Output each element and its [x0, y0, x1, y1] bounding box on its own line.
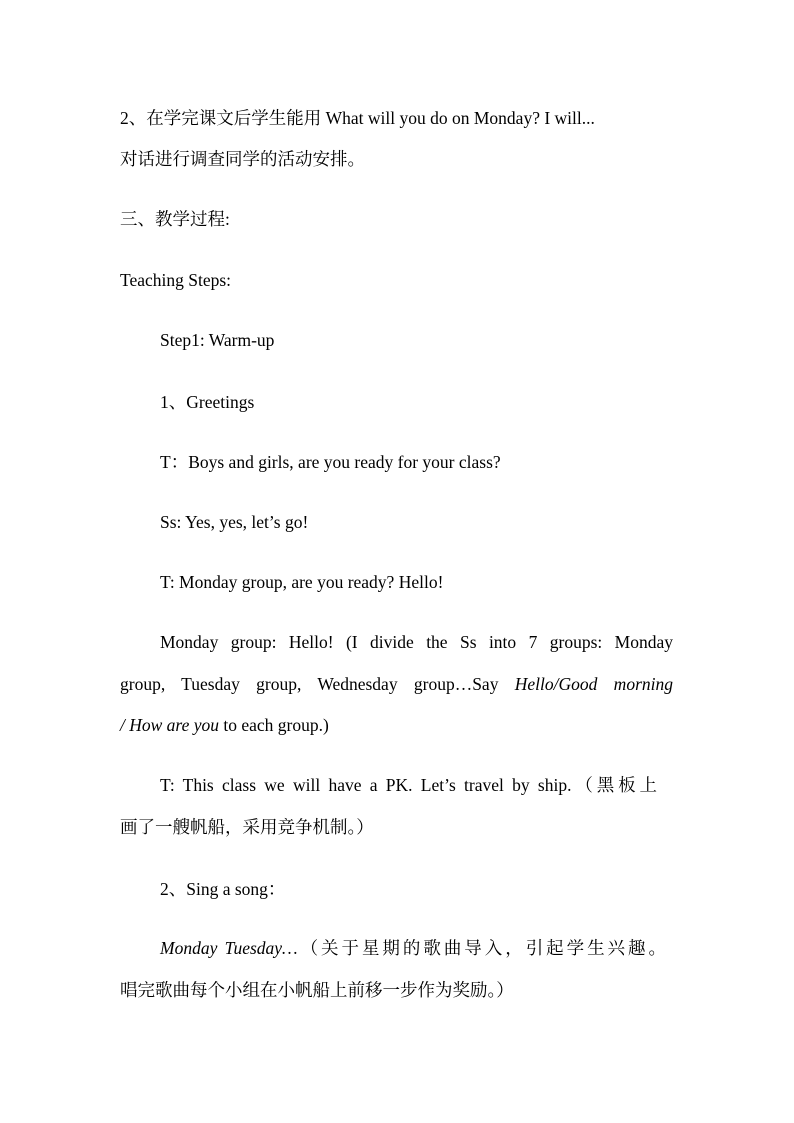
song-line-1: [160, 937, 666, 959]
greeting-phrases: Hello/Good morning: [514, 674, 673, 694]
monday-group-line-3-text: to each group.): [219, 715, 329, 735]
pk-line-2: 画了一艘帆船，采用竞争机制。）: [120, 817, 374, 837]
monday-group-line-2: [120, 673, 673, 695]
section-heading: 三、教学过程:: [120, 209, 230, 229]
sing-song-heading: 2、Sing a song：: [160, 879, 286, 899]
monday-group-line-3: [120, 714, 329, 736]
song-note: （关于星期的歌曲导入，引起学生兴趣。: [297, 938, 666, 958]
objective-2-line-2: 对话进行调查同学的活动安排。: [120, 149, 365, 169]
monday-group-line-1: Monday group: Hello! (I divide the Ss into 7 groups: Monday: [160, 632, 673, 652]
song-line-2: 唱完歌曲每个小组在小帆船上前移一步作为奖励。）: [120, 980, 514, 1000]
how-are-you-phrase: / How are you: [120, 715, 219, 735]
dialogue-teacher-2: T: Monday group, are you ready? Hello!: [160, 572, 444, 592]
song-title: Monday Tuesday…: [160, 938, 298, 958]
objective-2-line-1: 2、在学完课文后学生能用 What will you do on Monday? I will...: [120, 108, 595, 128]
teaching-steps-heading: Teaching Steps:: [120, 270, 232, 290]
dialogue-teacher-1: T：Boys and girls, are you ready for your class?: [160, 452, 501, 472]
step1-heading: Step1: Warm-up: [160, 330, 275, 350]
pk-line-1: T: This class we will have a PK. Let’s travel by ship.（黑板上: [160, 775, 657, 795]
monday-group-line-2-text: group, Tuesday group, Wednesday group…Say: [120, 674, 515, 694]
greetings-heading: 1、Greetings: [160, 392, 255, 412]
dialogue-students-1: Ss: Yes, yes, let’s go!: [160, 512, 309, 532]
